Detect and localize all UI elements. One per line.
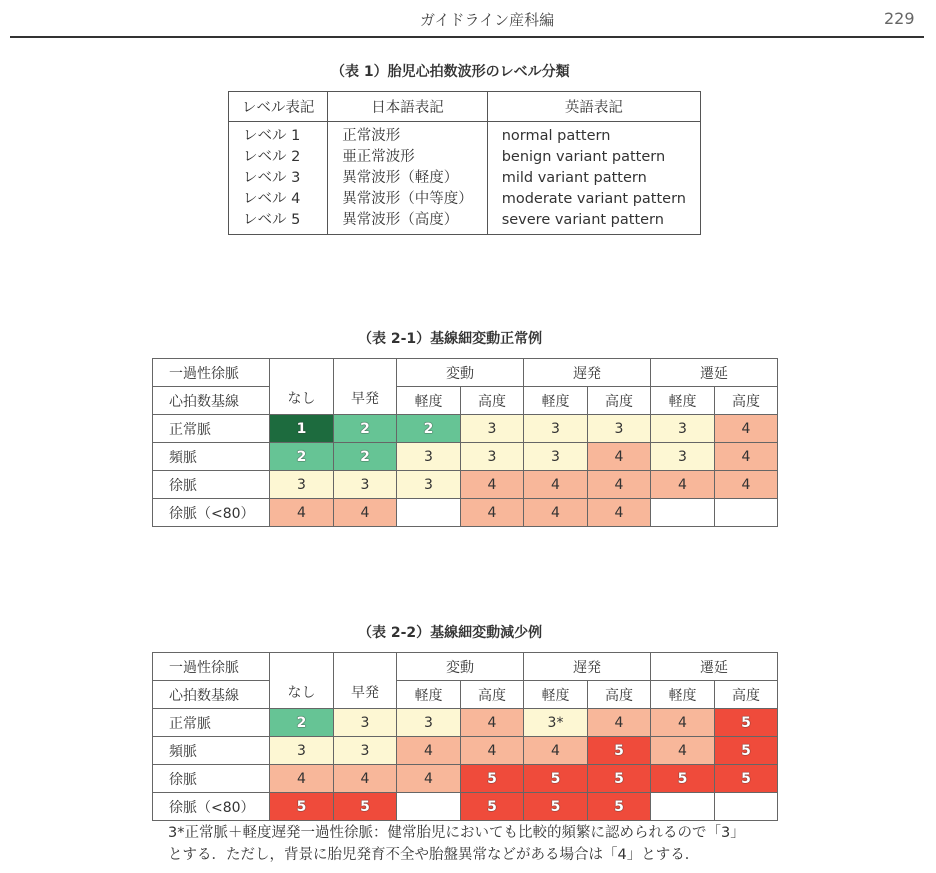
table21-body <box>153 415 778 527</box>
level-cell: 5 <box>588 793 651 821</box>
column-group-prolonged: 遷延 <box>651 653 778 681</box>
level-cell: 4 <box>461 737 524 765</box>
japanese-term: 異常波形（中等度） <box>342 191 473 207</box>
table1-caption: （表 1）胎児心拍数波形のレベル分類 <box>331 64 570 80</box>
english-term: benign variant pattern <box>501 149 666 165</box>
english-column <box>487 122 700 235</box>
row-label: 頻脈 <box>153 443 270 471</box>
reduced-variability-table <box>152 652 778 821</box>
level-cell: 5 <box>715 765 778 793</box>
row-label: 正常脈 <box>153 415 270 443</box>
table22-body <box>153 709 778 821</box>
english-term: severe variant pattern <box>501 212 664 228</box>
row-label: 徐脈（<80） <box>153 793 270 821</box>
level-cell: 3 <box>334 471 397 499</box>
level-cell: 4 <box>588 499 651 527</box>
column-group-variable: 変動 <box>397 653 524 681</box>
column-group-late: 遅発 <box>524 359 651 387</box>
running-header-title: ガイドライン産科編 <box>420 11 555 29</box>
level-cell: 3 <box>397 709 461 737</box>
row-label: 頻脈 <box>153 737 270 765</box>
column-header-severe: 高度 <box>461 387 524 415</box>
column-header-severe: 高度 <box>588 387 651 415</box>
row-label: 徐脈 <box>153 765 270 793</box>
column-group-prolonged: 遷延 <box>651 359 778 387</box>
level-cell: 4 <box>524 737 588 765</box>
table-row <box>153 765 778 793</box>
table-row <box>153 737 778 765</box>
level-cell <box>715 499 778 527</box>
level-cell: 3 <box>461 443 524 471</box>
level-cell: 2 <box>397 415 461 443</box>
footnote <box>168 822 745 866</box>
level-cell: 3 <box>397 443 461 471</box>
level-cell <box>397 499 461 527</box>
level-label: レベル 2 <box>243 149 301 165</box>
level-column <box>229 122 328 235</box>
column-header-mild: 軽度 <box>524 681 588 709</box>
table-row <box>153 415 778 443</box>
level-cell: 4 <box>588 471 651 499</box>
level-cell: 5 <box>588 765 651 793</box>
level-cell: 5 <box>715 737 778 765</box>
level-cell: 5 <box>651 765 715 793</box>
table-row <box>153 471 778 499</box>
column-header-severe: 高度 <box>461 681 524 709</box>
level-cell: 4 <box>588 709 651 737</box>
footnote-line: 3*正常脈＋軽度遅発一過性徐脈：健常胎児においても比較的頻繁に認められるので「3」 <box>168 825 745 841</box>
english-term: normal pattern <box>501 128 611 144</box>
level-cell: 4 <box>651 737 715 765</box>
table-row <box>153 443 778 471</box>
level-cell: 3 <box>524 415 588 443</box>
level-cell: 5 <box>461 765 524 793</box>
table-row <box>153 499 778 527</box>
column-header-severe: 高度 <box>588 681 651 709</box>
level-label: レベル 4 <box>243 191 301 207</box>
row-label: 徐脈 <box>153 471 270 499</box>
english-term: mild variant pattern <box>501 170 647 186</box>
column-header-level: レベル表記 <box>229 92 328 122</box>
level-cell: 3 <box>524 443 588 471</box>
level-cell <box>397 793 461 821</box>
level-cell: 4 <box>524 471 588 499</box>
japanese-term: 異常波形（軽度） <box>342 170 459 186</box>
level-cell: 5 <box>524 765 588 793</box>
column-group-late: 遅発 <box>524 653 651 681</box>
level-cell: 5 <box>270 793 334 821</box>
level-cell: 5 <box>524 793 588 821</box>
table-row <box>153 793 778 821</box>
row-label: 徐脈（<80） <box>153 499 270 527</box>
level-cell: 3 <box>588 415 651 443</box>
level-cell: 4 <box>270 765 334 793</box>
row-label: 正常脈 <box>153 709 270 737</box>
level-cell: 5 <box>715 709 778 737</box>
level-cell: 3 <box>334 737 397 765</box>
japanese-term: 正常波形 <box>342 128 401 144</box>
level-cell: 3 <box>461 415 524 443</box>
column-header-mild: 軽度 <box>524 387 588 415</box>
column-header-english: 英語表記 <box>487 92 700 122</box>
level-cell <box>651 499 715 527</box>
level-cell: 4 <box>524 499 588 527</box>
level-cell: 3* <box>524 709 588 737</box>
level-cell: 4 <box>588 443 651 471</box>
corner-header-baseline: 心拍数基線 <box>153 387 270 415</box>
japanese-term: 亜正常波形 <box>342 149 415 165</box>
table22-caption: （表 2-2）基線細変動減少例 <box>358 625 543 641</box>
level-cell: 3 <box>651 415 715 443</box>
level-cell: 3 <box>334 709 397 737</box>
level-cell: 4 <box>651 471 715 499</box>
column-header-severe: 高度 <box>715 387 778 415</box>
level-cell: 4 <box>715 443 778 471</box>
level-classification-table <box>228 91 701 235</box>
header-rule <box>10 36 924 38</box>
page-number: 229 <box>884 9 915 28</box>
english-term: moderate variant pattern <box>501 191 686 207</box>
level-cell: 4 <box>461 471 524 499</box>
level-cell: 5 <box>588 737 651 765</box>
corner-header-decel: 一過性徐脈 <box>153 653 270 681</box>
level-cell: 4 <box>270 499 334 527</box>
level-cell: 3 <box>651 443 715 471</box>
column-header-severe: 高度 <box>715 681 778 709</box>
level-cell: 4 <box>715 415 778 443</box>
level-cell: 4 <box>334 765 397 793</box>
level-cell: 3 <box>270 471 334 499</box>
level-cell <box>651 793 715 821</box>
column-header-mild: 軽度 <box>651 387 715 415</box>
normal-variability-table <box>152 358 778 527</box>
column-header-mild: 軽度 <box>651 681 715 709</box>
level-cell: 1 <box>270 415 334 443</box>
footnote-line: とする．ただし，背景に胎児発育不全や胎盤異常などがある場合は「4」とする． <box>168 847 700 863</box>
column-header-mild: 軽度 <box>397 681 461 709</box>
level-cell: 2 <box>270 709 334 737</box>
corner-header-decel: 一過性徐脈 <box>153 359 270 387</box>
level-cell: 4 <box>715 471 778 499</box>
column-group-variable: 変動 <box>397 359 524 387</box>
level-label: レベル 3 <box>243 170 301 186</box>
column-header-mild: 軽度 <box>397 387 461 415</box>
level-cell: 4 <box>397 765 461 793</box>
level-cell: 2 <box>334 415 397 443</box>
level-cell: 5 <box>461 793 524 821</box>
level-cell: 4 <box>461 709 524 737</box>
level-cell: 2 <box>270 443 334 471</box>
japanese-term: 異常波形（高度） <box>342 212 459 228</box>
column-header-japanese: 日本語表記 <box>328 92 488 122</box>
level-label: レベル 5 <box>243 212 301 228</box>
table21-caption: （表 2-1）基線細変動正常例 <box>358 331 543 347</box>
level-cell: 5 <box>334 793 397 821</box>
japanese-column <box>328 122 488 235</box>
column-header-none: なし <box>270 653 334 709</box>
level-cell: 3 <box>270 737 334 765</box>
corner-header-baseline: 心拍数基線 <box>153 681 270 709</box>
level-cell: 4 <box>397 737 461 765</box>
level-label: レベル 1 <box>243 128 301 144</box>
level-cell: 4 <box>334 499 397 527</box>
level-cell: 3 <box>397 471 461 499</box>
column-header-early: 早発 <box>334 359 397 415</box>
level-cell: 4 <box>461 499 524 527</box>
level-cell: 4 <box>651 709 715 737</box>
column-header-none: なし <box>270 359 334 415</box>
level-cell: 2 <box>334 443 397 471</box>
table-row <box>153 709 778 737</box>
level-cell <box>715 793 778 821</box>
column-header-early: 早発 <box>334 653 397 709</box>
